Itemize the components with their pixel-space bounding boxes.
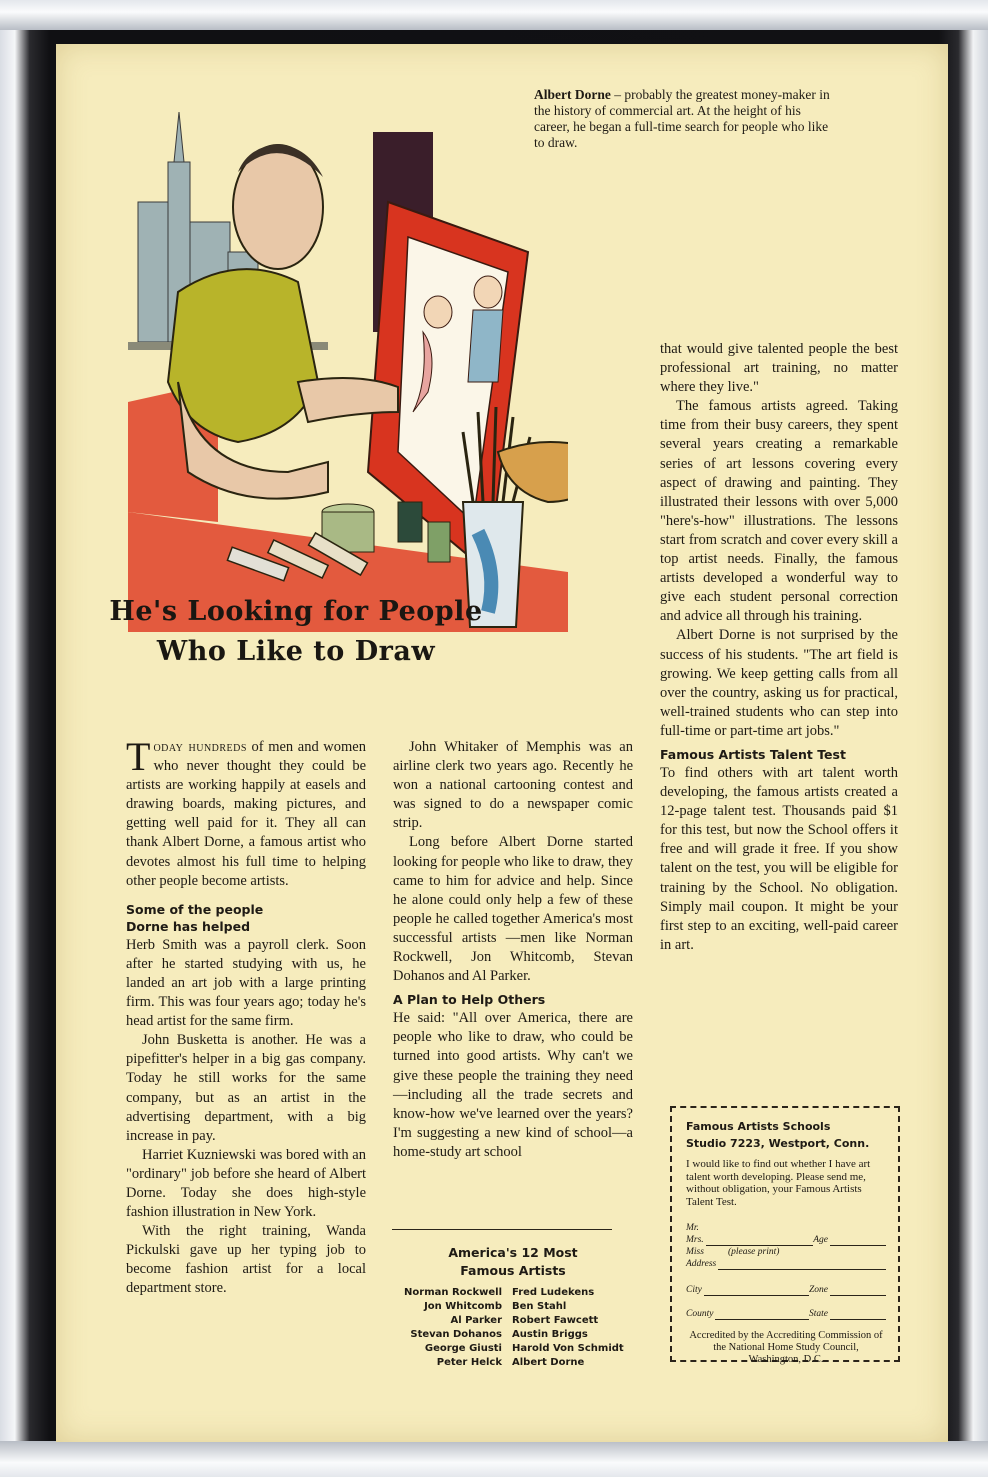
col3-subhead: Famous Artists Talent Test — [660, 746, 846, 762]
miss-field — [686, 1246, 886, 1258]
miss-label: Miss — [686, 1246, 704, 1257]
artist-name: Robert Fawcett — [512, 1315, 599, 1326]
famous-artists-title — [390, 1244, 636, 1280]
col1-paragraph-3: John Busketta is another. He was a pipefitter's helper in a big gas company. Today he still works for the same company, but as an artist in the advertising department, with a big increase in pay. — [126, 1032, 366, 1144]
zone-line[interactable] — [830, 1286, 886, 1296]
artist-name: Peter Helck — [436, 1357, 502, 1368]
slab-top-edge — [0, 0, 988, 30]
county-state-field — [686, 1308, 886, 1320]
artist-name: Albert Dorne — [512, 1357, 585, 1368]
column-1 — [126, 734, 366, 1299]
artist-row — [390, 1356, 640, 1370]
divider-rule — [392, 1229, 612, 1230]
artist-name: Stevan Dohanos — [410, 1329, 502, 1340]
col1-subhead-line-1: Some of the people — [126, 901, 264, 917]
artist-name: Ben Stahl — [512, 1301, 567, 1312]
county-label: County — [686, 1308, 714, 1319]
county-line[interactable] — [715, 1310, 809, 1320]
col2-paragraph-3: He said: "All over America, there are people who like to draw, who could be turned into good artists. Why can't we give these people the training they need—including all the trade secrets and know-how we've learned over the years? I'm suggesting a new kind of school—a home-study art school — [393, 1010, 633, 1160]
col1-subhead — [126, 901, 366, 935]
mr-field — [686, 1222, 886, 1234]
col1-paragraph-1 — [126, 734, 366, 891]
age-label: Age — [813, 1234, 828, 1245]
artist-name: Fred Ludekens — [512, 1287, 595, 1298]
caption-name: Albert Dorne — [534, 87, 611, 102]
address-field — [686, 1258, 886, 1270]
col3-paragraph-2: The famous artists agreed. Taking time from their busy careers, they spent several years creating a remarkable series of art lessons covering every aspect of drawing and painting. They illustrated their lessons with over 5,000 "here's-how" illustrations. The lessons start from scratch and cover every skill a top artist needs. Finally, the famous artists developed a wonderful way to give each student personal correction and advice all through his training. — [660, 398, 898, 625]
caption-text: – probably the greatest money-maker in the history of commercial art. At the height of his career, he began a full-time search for people who like to draw. — [534, 87, 830, 150]
artist-row — [390, 1286, 640, 1300]
state-label: State — [809, 1308, 828, 1319]
col2-paragraph-2: Long before Albert Dorne started looking for people who like to draw, they came to him for advice and help. Since he alone could only help a few of these people he called together America's most successful artists —men like Norman Rockwell, Jon Whitcomb, Stevan Dohanos and Al Parker. — [393, 834, 633, 985]
col3-paragraph-4: To find others with art talent worth developing, the famous artists created a 12-page talent test. Thousands paid $1 for this test, but now the School offers it free and will grade it free. If you show talent on the test, you will be eligible for training by the School. No obligation. Simply mail coupon. It might be your first step to an exciting, well-paid career in art. — [660, 764, 898, 953]
col2-subhead: A Plan to Help Others — [393, 992, 546, 1008]
address-label: Address — [686, 1258, 717, 1269]
lead-smallcaps: oday hundreds — [153, 739, 247, 755]
headline — [66, 592, 526, 672]
coupon-fields — [686, 1222, 886, 1320]
artist-name: George Giusti — [424, 1343, 502, 1354]
age-line[interactable] — [830, 1236, 886, 1246]
famous-artists-list — [390, 1286, 640, 1370]
col1-paragraph-2: Herb Smith was a payroll clerk. Soon after he started studying with us, he landed an art job with a large printing firm. This was four years ago; today he's head artist for the same firm. — [126, 936, 366, 1030]
col1-subhead-line-2: Dorne has helped — [126, 918, 251, 934]
name-line[interactable] — [706, 1236, 814, 1246]
artist-name: Harold Von Schmidt — [512, 1343, 624, 1354]
coupon-body: I would like to find out whether I have art talent worth developing. Please send me, without obligation, your Famous Artists Talent Test. — [686, 1158, 871, 1208]
coupon-studio-address: Studio 7223, Westport, Conn. — [686, 1137, 870, 1150]
artist-name: Al Parker — [450, 1315, 502, 1326]
famous-title-line-1: America's 12 Most — [448, 1245, 578, 1260]
city-zone-field — [686, 1284, 886, 1296]
artist-row — [390, 1342, 640, 1356]
headline-line-1: He's Looking for People — [109, 596, 483, 627]
artist-name: Austin Briggs — [512, 1329, 588, 1340]
state-line[interactable] — [830, 1310, 886, 1320]
col1-paragraph-5: With the right training, Wanda Pickulski gave up her typing job to become fashion artist for a local department store. — [126, 1223, 366, 1297]
mrs-age-field — [686, 1234, 886, 1246]
col1-p1-text: of men and women who never thought they could be artists are working happily at easels and drawing boards, making pictures, and getting well paid for it. They all can thank Albert Dorne, a famous artist who devotes almost his full time to helping other people become artists. — [126, 739, 366, 889]
illustration-caption — [534, 87, 834, 151]
artist-illustration — [68, 52, 568, 632]
artist-name: Jon Whitcomb — [424, 1301, 502, 1312]
col1-paragraph-4: Harriet Kuzniewski was bored with an "ordinary" job before she heard of Albert Dorne. Today she does high-style fashion illustration in New York. — [126, 1146, 366, 1221]
column-2 — [393, 738, 633, 1162]
address-line[interactable] — [718, 1260, 886, 1270]
famous-title-line-2: Famous Artists — [460, 1263, 566, 1278]
accreditation-note: Accredited by the Accrediting Commission of the National Home Study Council, Washington, D.C. — [689, 1330, 883, 1365]
artist-row — [390, 1328, 640, 1342]
artist-row — [390, 1300, 640, 1314]
city-label: City — [686, 1284, 702, 1295]
artist-name: Norman Rockwell — [404, 1287, 502, 1298]
artist-row — [390, 1314, 640, 1328]
coupon-school-name: Famous Artists Schools — [686, 1120, 831, 1133]
col3-paragraph-3: Albert Dorne is not surprised by the success of his students. "The art field is growing. We keep getting calls from all over the country, asking us for practical, well-trained students who can step into full-time or part-time art jobs." — [660, 627, 898, 739]
dropcap: T — [126, 734, 151, 779]
mail-coupon — [670, 1106, 900, 1365]
please-print-label: (please print) — [727, 1246, 780, 1257]
col2-paragraph-1: John Whitaker of Memphis was an airline clerk two years ago. Recently he won a national cartooning contest and was signed to do a newspaper comic strip. — [393, 739, 633, 832]
col3-paragraph-1: that would give talented people the best professional art training, no matter where they live." — [660, 341, 898, 396]
zone-label: Zone — [809, 1284, 828, 1295]
headline-line-2: Who Like to Draw — [156, 636, 436, 667]
slab-bottom-edge — [0, 1441, 988, 1477]
column-3 — [660, 340, 898, 955]
mr-label: Mr. — [686, 1222, 699, 1233]
mrs-label: Mrs. — [686, 1234, 704, 1245]
city-line[interactable] — [704, 1286, 809, 1296]
